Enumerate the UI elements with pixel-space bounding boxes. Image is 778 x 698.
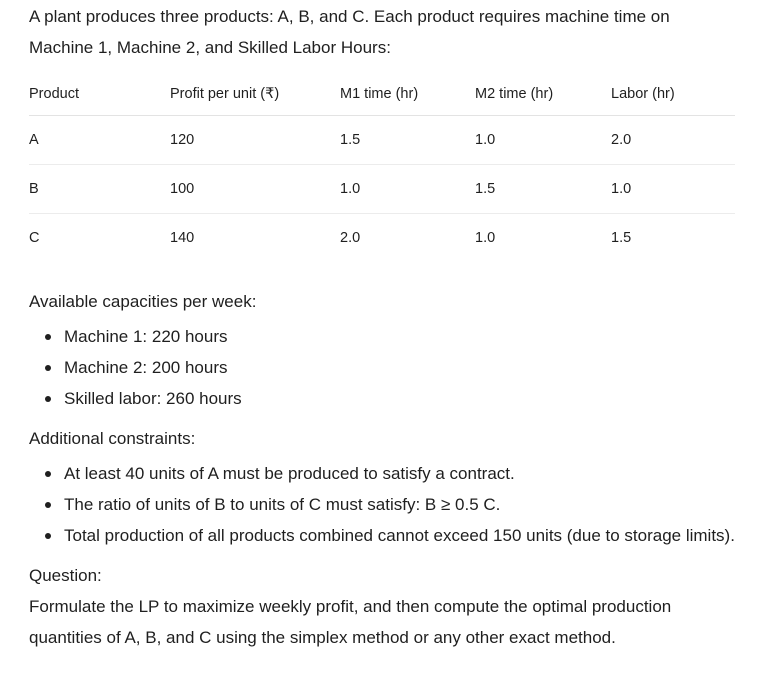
list-item: Skilled labor: 260 hours (64, 383, 735, 414)
question-text: Formulate the LP to maximize weekly profit, and then compute the optimal production quantities of A, B, and C using the simplex method or any other exact method. (29, 597, 672, 647)
cell-profit: 120 (170, 116, 340, 165)
capacities-heading: Available capacities per week: (29, 292, 257, 311)
table-row (29, 165, 735, 214)
cell-m2-time: 1.0 (475, 230, 496, 246)
header-m2-time: M2 time (hr) (475, 84, 611, 116)
cell-m1-time: 1.5 (340, 116, 475, 165)
header-product: Product (29, 84, 170, 116)
products-table (29, 84, 735, 262)
cell-profit: 100 (170, 165, 340, 214)
cell-labor: 1.5 (611, 230, 632, 246)
table-header-row (29, 84, 735, 116)
document-body (29, 0, 735, 653)
header-profit: Profit per unit (₹) (170, 84, 340, 116)
cell-m1-time: 1.0 (340, 165, 475, 214)
intro-paragraph: A plant produces three products: A, B, and C. Each product requires machine time on Machine 1, Machine 2, and Skilled Labor Hours: (29, 7, 670, 57)
header-m1-time: M1 time (hr) (340, 84, 475, 116)
cell-product: C (29, 230, 40, 246)
cell-product: B (29, 165, 170, 214)
capacities-list (29, 321, 735, 414)
constraints-heading: Additional constraints: (29, 429, 196, 448)
cell-m2-time: 1.0 (475, 116, 611, 165)
cell-m2-time: 1.5 (475, 165, 611, 214)
list-item: The ratio of units of B to units of C must satisfy: B ≥ 0.5 C. (64, 489, 735, 520)
table-row (29, 116, 735, 165)
list-item: Machine 1: 220 hours (64, 321, 735, 352)
question-heading: Question: (29, 566, 102, 585)
list-item: Machine 2: 200 hours (64, 352, 735, 383)
cell-product: A (29, 116, 170, 165)
list-item: At least 40 units of A must be produced to satisfy a contract. (64, 458, 735, 489)
cell-labor: 2.0 (611, 116, 735, 165)
header-labor: Labor (hr) (611, 84, 735, 116)
cell-labor: 1.0 (611, 165, 735, 214)
list-item: Total production of all products combined cannot exceed 150 units (due to storage limits). (64, 520, 735, 551)
cell-profit: 140 (170, 230, 195, 246)
cell-m1-time: 2.0 (340, 230, 361, 246)
table-row (29, 214, 735, 263)
constraints-list (29, 458, 735, 551)
